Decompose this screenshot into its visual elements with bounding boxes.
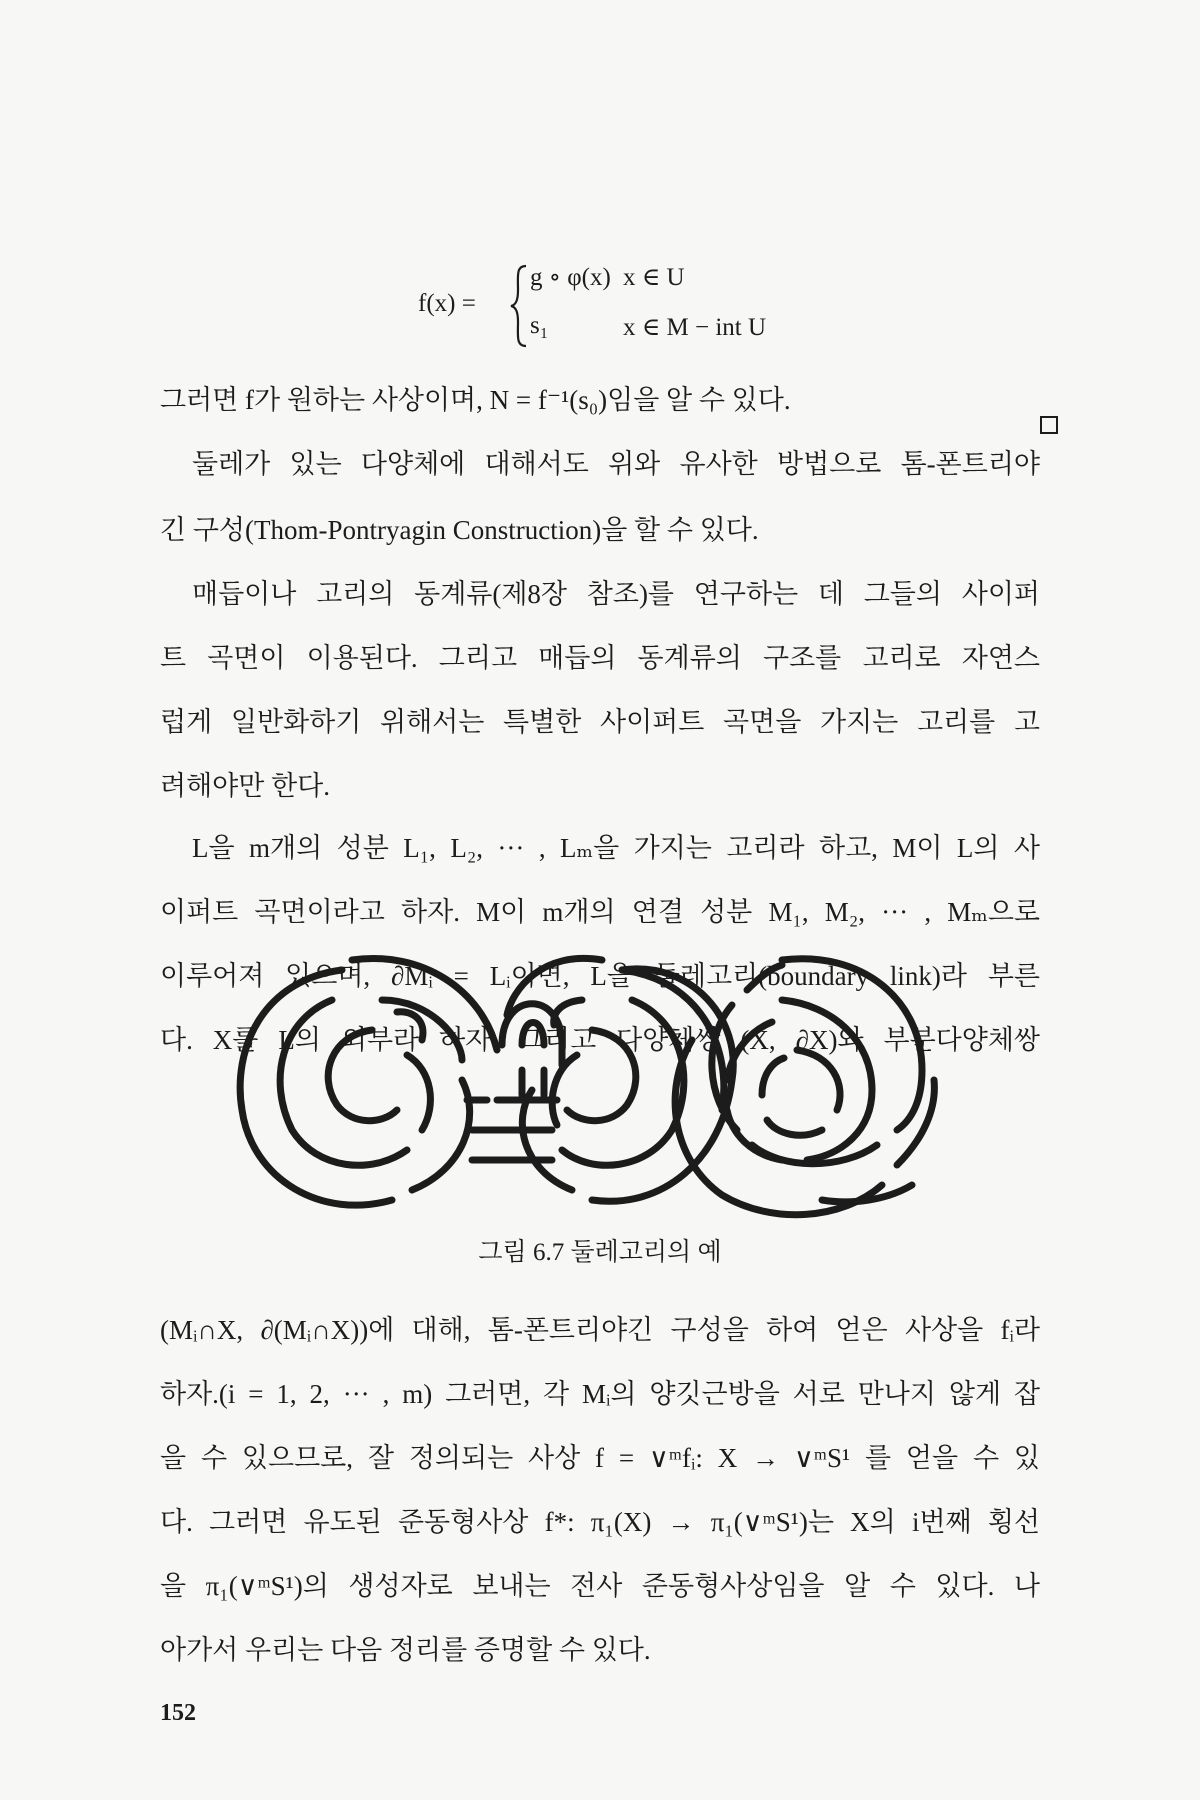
formula-case1-value: g ∘ φ(x) — [530, 264, 611, 291]
formula-case2-condition: x ∈ M − int U — [623, 314, 767, 341]
text-line-12: (Mᵢ∩X, ∂(Mᵢ∩X))에 대해, 톰-폰트리야긴 구성을 하여 얻은 사상을 fᵢ라 — [160, 1315, 1040, 1345]
text-line-10: 이루어져 있으며, ∂Mᵢ = Lᵢ이면, L을 둘레고리(boundary link)라 부른 — [160, 961, 1040, 991]
figure-caption: 그림 6.7 둘레고리의 예 — [478, 1239, 722, 1266]
formula-case1-condition: x ∈ U — [623, 264, 685, 291]
text-line-3: 긴 구성(Thom-Pontryagin Construction)을 할 수 있다. — [160, 515, 759, 545]
left-boundary-link-diagram — [240, 958, 733, 1205]
text-line-17: 아가서 우리는 다음 정리를 증명할 수 있다. — [160, 1635, 651, 1665]
text-line-9: 이퍼트 곡면이라고 하자. M이 m개의 연결 성분 M₁, M₂, ··· , Mₘ으로 — [160, 897, 1040, 927]
page-number: 152 — [160, 1700, 196, 1726]
text-line-15: 다. 그러면 유도된 준동형사상 f*: π₁(X) → π₁(∨ᵐS¹)는 X의 i번째 횡선 — [160, 1507, 1040, 1537]
left-brace — [510, 264, 528, 348]
boundary-link-figure — [222, 930, 982, 1230]
text-line-7: 려해야만 한다. — [160, 771, 330, 801]
text-line-1: 그러면 f가 원하는 사상이며, N = f⁻¹(s₀)임을 알 수 있다. — [160, 385, 791, 415]
text-line-8: L을 m개의 성분 L₁, L₂, ··· , Lₘ을 가지는 고리라 하고, M이 L의 사 — [192, 833, 1040, 863]
formula-case2-value: s₁ — [530, 312, 549, 339]
right-boundary-link-diagram — [675, 959, 934, 1215]
text-line-2: 둘레가 있는 다양체에 대해서도 위와 유사한 방법으로 톰-폰트리야 — [192, 449, 1040, 479]
formula-lhs: f(x) = — [418, 290, 476, 317]
text-line-11: 다. X를 L의 외부라 하자. 그리고 다양체쌍 (X, ∂X)와 부분다양체쌍 — [160, 1025, 1040, 1055]
text-line-5: 트 곡면이 이용된다. 그리고 매듭의 동계류의 구조를 고리로 자연스 — [160, 643, 1040, 673]
qed-square-icon — [1040, 416, 1058, 434]
text-line-6: 럽게 일반화하기 위해서는 특별한 사이퍼트 곡면을 가지는 고리를 고 — [160, 707, 1040, 737]
text-line-4: 매듭이나 고리의 동계류(제8장 참조)를 연구하는 데 그들의 사이퍼 — [192, 579, 1040, 609]
text-line-14: 을 수 있으므로, 잘 정의되는 사상 f = ∨ᵐfᵢ: X → ∨ᵐS¹ 를 얻을 수 있 — [160, 1443, 1040, 1473]
text-line-16: 을 π₁(∨ᵐS¹)의 생성자로 보내는 전사 준동형사상임을 알 수 있다. 나 — [160, 1571, 1040, 1601]
piecewise-formula — [418, 262, 838, 350]
text-line-13: 하자.(i = 1, 2, ··· , m) 그러면, 각 Mᵢ의 양깃근방을 서로 만나지 않게 잡 — [160, 1379, 1040, 1409]
